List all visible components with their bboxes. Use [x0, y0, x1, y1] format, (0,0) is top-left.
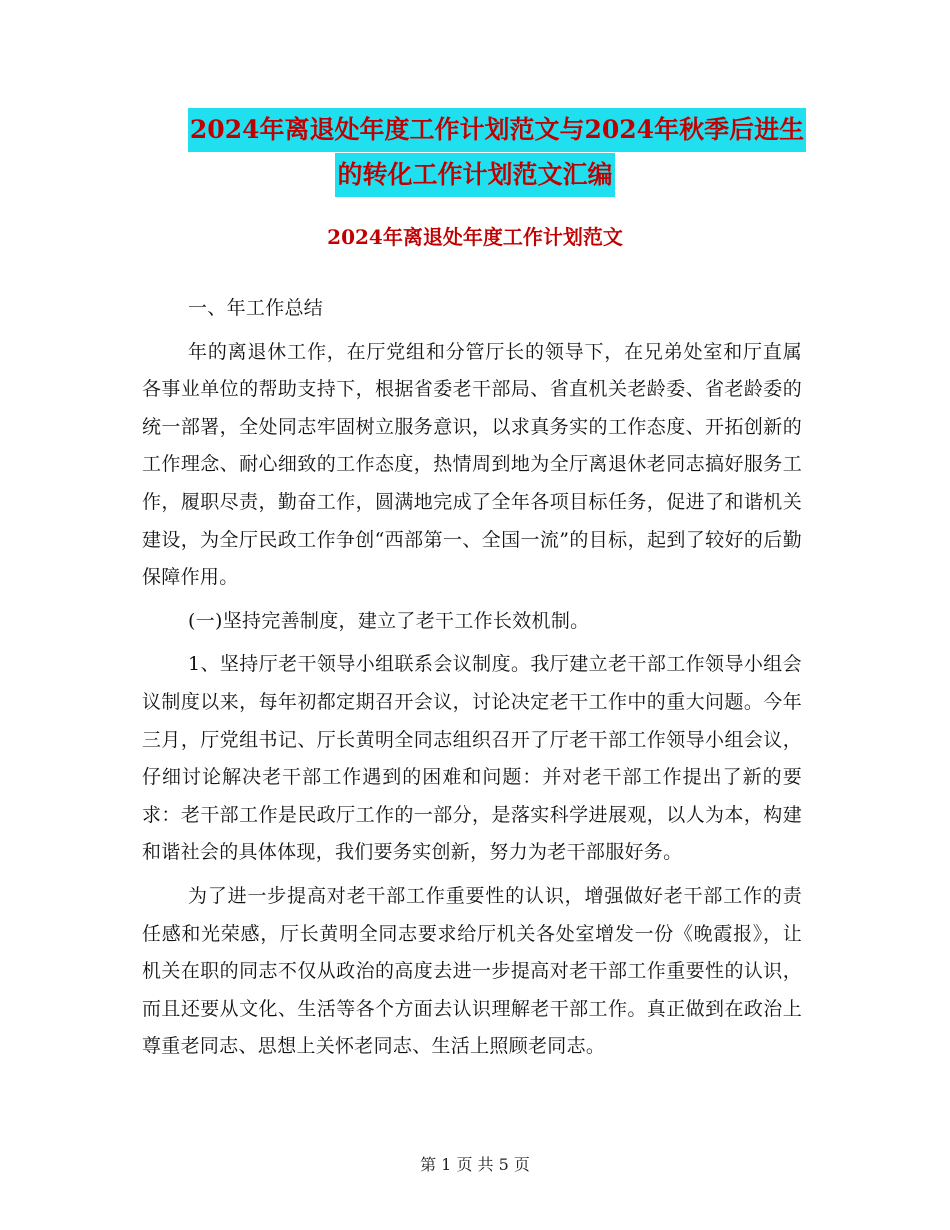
- title-line-1: 2024年离退处年度工作计划范文与2024年秋季后进生: [188, 108, 806, 152]
- paragraph: 为了进一步提高对老干部工作重要性的认识，增强做好老干部工作的责任感和光荣感，厅长黄明全同志要求给厅机关各处室增发一份《晚霞报》，让机关在职的同志不仅从政治的高度去进一步提高对老干部工作重要性的认识，而且还要从文化、生活等各个方面去认识理解老干部工作。真正做到在政治上尊重老同志、思想上关怀老同志、生活上照顾老同志。: [142, 884, 802, 1058]
- paragraph: 1、坚持厅老干领导小组联系会议制度。我厅建立老干部工作领导小组会议制度以来，每年初都定期召开会议，讨论决定老干工作中的重大问题。今年三月，厅党组书记、厅长黄明全同志组织召开了厅老干部工作领导小组会议，仔细讨论解决老干部工作遇到的困难和问题：并对老干部工作提出了新的要求：老干部工作是民政厅工作的一部分，是落实科学进展观，以人为本，构建和谐社会的具体体现，我们要务实创新，努力为老干部服好务。: [142, 653, 802, 864]
- page-footer: 第 1 页 共 5 页: [420, 1155, 530, 1174]
- title-line-2: 的转化工作计划范文汇编: [335, 153, 614, 197]
- paragraph: 年的离退休工作，在厅党组和分管厅长的领导下，在兄弟处室和厅直属各事业单位的帮助支持下，根据省委老干部局、省直机关老龄委、省老龄委的统一部署，全处同志牢固树立服务意识，以求真务实的工作态度、开拓创新的工作理念、耐心细致的工作态度，热情周到地为全厅离退休老同志搞好服务工作，履职尽责，勤奋工作，圆满地完成了全年各项目标任务，促进了和谐机关建设，为全厅民政工作争创“西部第一、全国一流”的目标，起到了较好的后勤保障作用。: [142, 340, 802, 589]
- body-text: [142, 290, 802, 1066]
- section-heading: 2024年离退处年度工作计划范文: [327, 225, 623, 249]
- document-title: [0, 108, 950, 198]
- paragraph-subheading: (一)坚持完善制度，建立了老干工作长效机制。: [188, 609, 590, 632]
- paragraph-heading: 一、年工作总结: [188, 297, 324, 319]
